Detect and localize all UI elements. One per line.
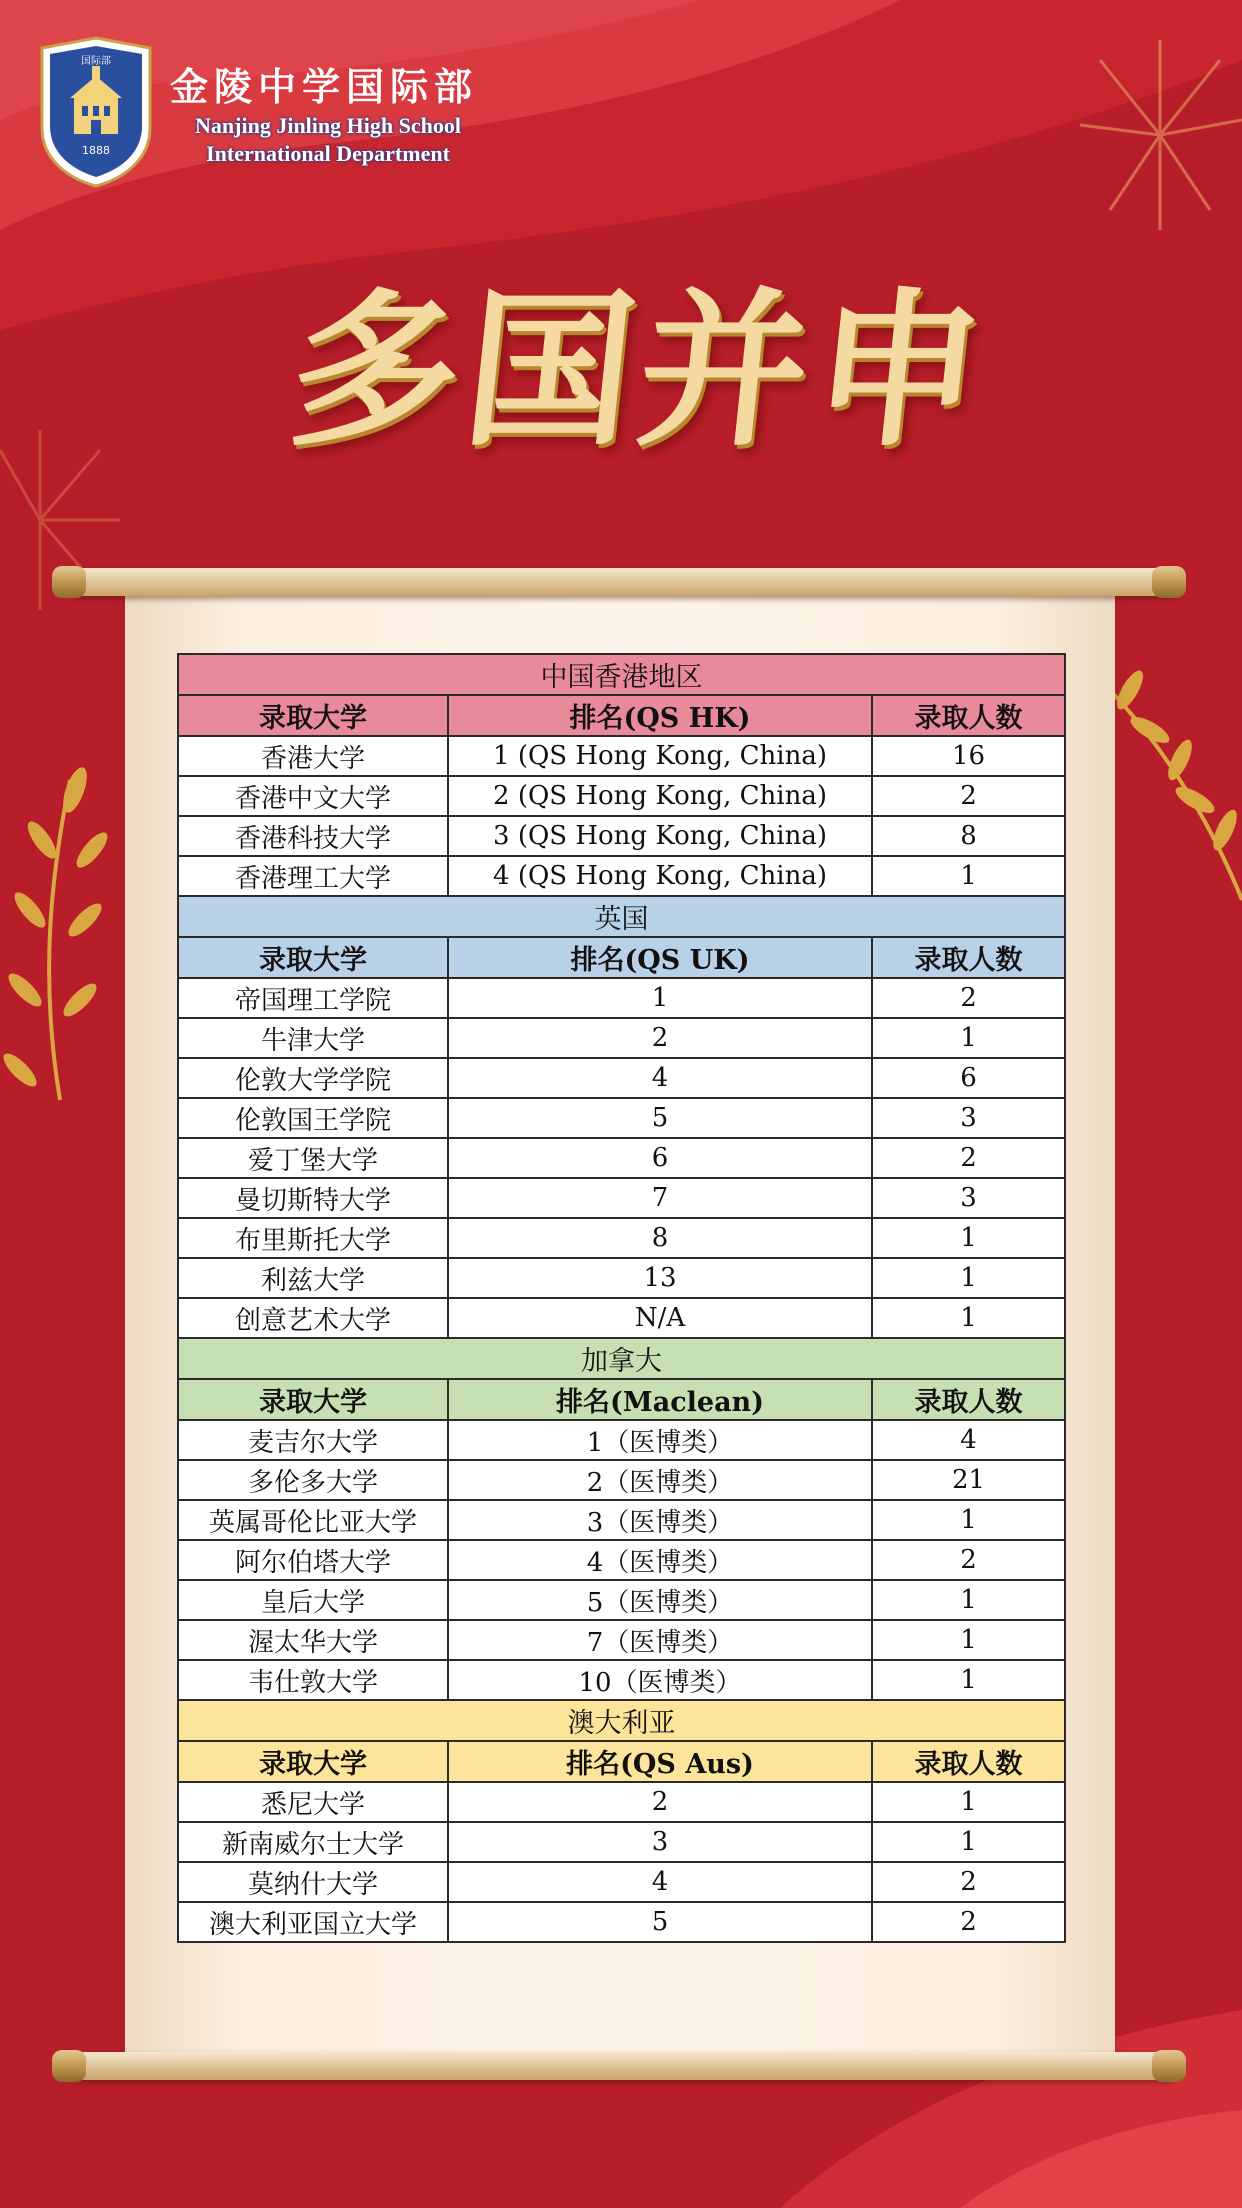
table-row [178, 1138, 1065, 1178]
university-cell: 阿尔伯塔大学 [178, 1540, 448, 1580]
scroll-rod-top [70, 568, 1180, 596]
scroll-rod-cap [52, 2050, 86, 2082]
rank-cell: 4 [448, 1058, 872, 1098]
column-header-count: 录取人数 [872, 1741, 1065, 1782]
column-header-rank: 排名(Maclean) [448, 1379, 872, 1420]
rank-cell: 2 [448, 1018, 872, 1058]
university-cell: 皇后大学 [178, 1580, 448, 1620]
table-row [178, 856, 1065, 896]
count-cell: 1 [872, 1782, 1065, 1822]
rank-cell: 8 [448, 1218, 872, 1258]
table-row [178, 1660, 1065, 1700]
table-row [178, 736, 1065, 776]
university-cell: 帝国理工学院 [178, 978, 448, 1018]
rank-cell: 2（医博类） [448, 1460, 872, 1500]
university-cell: 创意艺术大学 [178, 1298, 448, 1338]
table-row [178, 1500, 1065, 1540]
count-cell: 1 [872, 1660, 1065, 1700]
rank-cell: 2 (QS Hong Kong, China) [448, 776, 872, 816]
rank-cell: 4 [448, 1862, 872, 1902]
table-row [178, 1620, 1065, 1660]
rank-cell: 4 (QS Hong Kong, China) [448, 856, 872, 896]
count-cell: 2 [872, 1862, 1065, 1902]
count-cell: 1 [872, 1580, 1065, 1620]
count-cell: 1 [872, 1018, 1065, 1058]
column-header-university: 录取大学 [178, 937, 448, 978]
table-row [178, 1782, 1065, 1822]
count-cell: 1 [872, 1620, 1065, 1660]
rank-cell: 5（医博类） [448, 1580, 872, 1620]
university-cell: 香港理工大学 [178, 856, 448, 896]
column-header-count: 录取人数 [872, 695, 1065, 736]
region-header-row [178, 1700, 1065, 1741]
rank-cell: 6 [448, 1138, 872, 1178]
count-cell: 3 [872, 1178, 1065, 1218]
rank-cell: 7 [448, 1178, 872, 1218]
count-cell: 16 [872, 736, 1065, 776]
count-cell: 1 [872, 856, 1065, 896]
column-header-university: 录取大学 [178, 1741, 448, 1782]
university-cell: 悉尼大学 [178, 1782, 448, 1822]
rank-cell: 1（医博类） [448, 1420, 872, 1460]
column-header-count: 录取人数 [872, 937, 1065, 978]
school-logo [38, 36, 154, 188]
column-header-row [178, 937, 1065, 978]
university-cell: 莫纳什大学 [178, 1862, 448, 1902]
region-name: 中国香港地区 [178, 654, 1065, 695]
university-cell: 韦仕敦大学 [178, 1660, 448, 1700]
table-row [178, 978, 1065, 1018]
column-header-row [178, 1379, 1065, 1420]
count-cell: 2 [872, 1138, 1065, 1178]
region-header-row [178, 654, 1065, 695]
table-row [178, 1460, 1065, 1500]
count-cell: 1 [872, 1218, 1065, 1258]
university-cell: 渥太华大学 [178, 1620, 448, 1660]
rank-cell: 13 [448, 1258, 872, 1298]
logo-top-text: 国际部 [81, 56, 111, 67]
region-name: 澳大利亚 [178, 1700, 1065, 1741]
count-cell: 1 [872, 1258, 1065, 1298]
table-row [178, 1580, 1065, 1620]
university-cell: 香港中文大学 [178, 776, 448, 816]
table-row [178, 1098, 1065, 1138]
count-cell: 21 [872, 1460, 1065, 1500]
count-cell: 2 [872, 1540, 1065, 1580]
rank-cell: 5 [448, 1098, 872, 1138]
table-row [178, 816, 1065, 856]
column-header-university: 录取大学 [178, 695, 448, 736]
university-cell: 香港大学 [178, 736, 448, 776]
region-header-row [178, 896, 1065, 937]
banner-title: 多国并申 [281, 271, 999, 469]
rank-cell: 3 [448, 1822, 872, 1862]
rank-cell: 3 (QS Hong Kong, China) [448, 816, 872, 856]
count-cell: 2 [872, 776, 1065, 816]
count-cell: 2 [872, 978, 1065, 1018]
university-cell: 伦敦大学学院 [178, 1058, 448, 1098]
column-header-university: 录取大学 [178, 1379, 448, 1420]
table-row [178, 1862, 1065, 1902]
logo-year: 1888 [82, 144, 110, 157]
table-row [178, 1420, 1065, 1460]
table-row [178, 1540, 1065, 1580]
count-cell: 6 [872, 1058, 1065, 1098]
scroll-rod-cap [1152, 2050, 1186, 2082]
scroll-rod-cap [1152, 566, 1186, 598]
rank-cell: 3（医博类） [448, 1500, 872, 1540]
column-header-count: 录取人数 [872, 1379, 1065, 1420]
table-row [178, 1902, 1065, 1942]
university-cell: 香港科技大学 [178, 816, 448, 856]
admissions-table [177, 653, 1066, 1943]
university-cell: 爱丁堡大学 [178, 1138, 448, 1178]
count-cell: 8 [872, 816, 1065, 856]
table-row [178, 1298, 1065, 1338]
count-cell: 1 [872, 1822, 1065, 1862]
university-cell: 曼切斯特大学 [178, 1178, 448, 1218]
university-cell: 利兹大学 [178, 1258, 448, 1298]
table-row [178, 1218, 1065, 1258]
university-cell: 牛津大学 [178, 1018, 448, 1058]
table-row [178, 776, 1065, 816]
school-name-en-line2: International Department [206, 141, 450, 166]
column-header-row [178, 695, 1065, 736]
count-cell: 3 [872, 1098, 1065, 1138]
region-name: 加拿大 [178, 1338, 1065, 1379]
table-row [178, 1018, 1065, 1058]
region-name: 英国 [178, 896, 1065, 937]
university-cell: 英属哥伦比亚大学 [178, 1500, 448, 1540]
school-name-en [178, 112, 478, 168]
university-cell: 澳大利亚国立大学 [178, 1902, 448, 1942]
university-cell: 布里斯托大学 [178, 1218, 448, 1258]
table-row [178, 1822, 1065, 1862]
count-cell: 4 [872, 1420, 1065, 1460]
column-header-rank: 排名(QS HK) [448, 695, 872, 736]
rank-cell: 1 (QS Hong Kong, China) [448, 736, 872, 776]
region-header-row [178, 1338, 1065, 1379]
rank-cell: 1 [448, 978, 872, 1018]
school-name-cn: 金陵中学国际部 [170, 65, 479, 109]
university-cell: 伦敦国王学院 [178, 1098, 448, 1138]
rank-cell: 7（医博类） [448, 1620, 872, 1660]
count-cell: 1 [872, 1500, 1065, 1540]
table-row [178, 1258, 1065, 1298]
school-name-en-line1: Nanjing Jinling High School [195, 113, 461, 138]
university-cell: 新南威尔士大学 [178, 1822, 448, 1862]
table-row [178, 1058, 1065, 1098]
university-cell: 多伦多大学 [178, 1460, 448, 1500]
rank-cell: 5 [448, 1902, 872, 1942]
rank-cell: 10（医博类） [448, 1660, 872, 1700]
scroll-rod-bottom [70, 2052, 1180, 2080]
rank-cell: 2 [448, 1782, 872, 1822]
scroll-rod-cap [52, 566, 86, 598]
university-cell: 麦吉尔大学 [178, 1420, 448, 1460]
column-header-row [178, 1741, 1065, 1782]
rank-cell: N/A [448, 1298, 872, 1338]
rank-cell: 4（医博类） [448, 1540, 872, 1580]
column-header-rank: 排名(QS UK) [448, 937, 872, 978]
table-row [178, 1178, 1065, 1218]
column-header-rank: 排名(QS Aus) [448, 1741, 872, 1782]
count-cell: 2 [872, 1902, 1065, 1942]
count-cell: 1 [872, 1298, 1065, 1338]
